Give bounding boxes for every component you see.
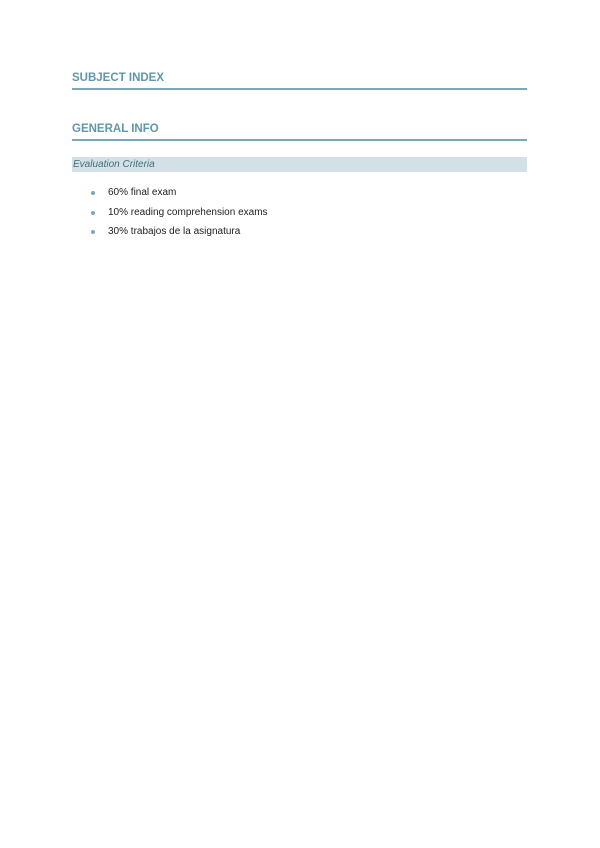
subject-index-heading: SUBJECT INDEX (72, 72, 527, 90)
bullet-icon (91, 230, 95, 234)
list-item (72, 206, 268, 226)
general-info-heading: GENERAL INFO (72, 123, 527, 141)
list-item-text: 30% trabajos de la asignatura (108, 226, 241, 237)
bullet-icon (91, 211, 95, 215)
evaluation-criteria-list (72, 186, 268, 245)
list-item (72, 186, 268, 206)
evaluation-criteria-subheading: Evaluation Criteria (72, 157, 527, 172)
list-item (72, 225, 268, 245)
list-item-text: 60% final exam (108, 187, 177, 198)
bullet-icon (91, 191, 95, 195)
list-item-text: 10% reading comprehension exams (108, 206, 268, 218)
